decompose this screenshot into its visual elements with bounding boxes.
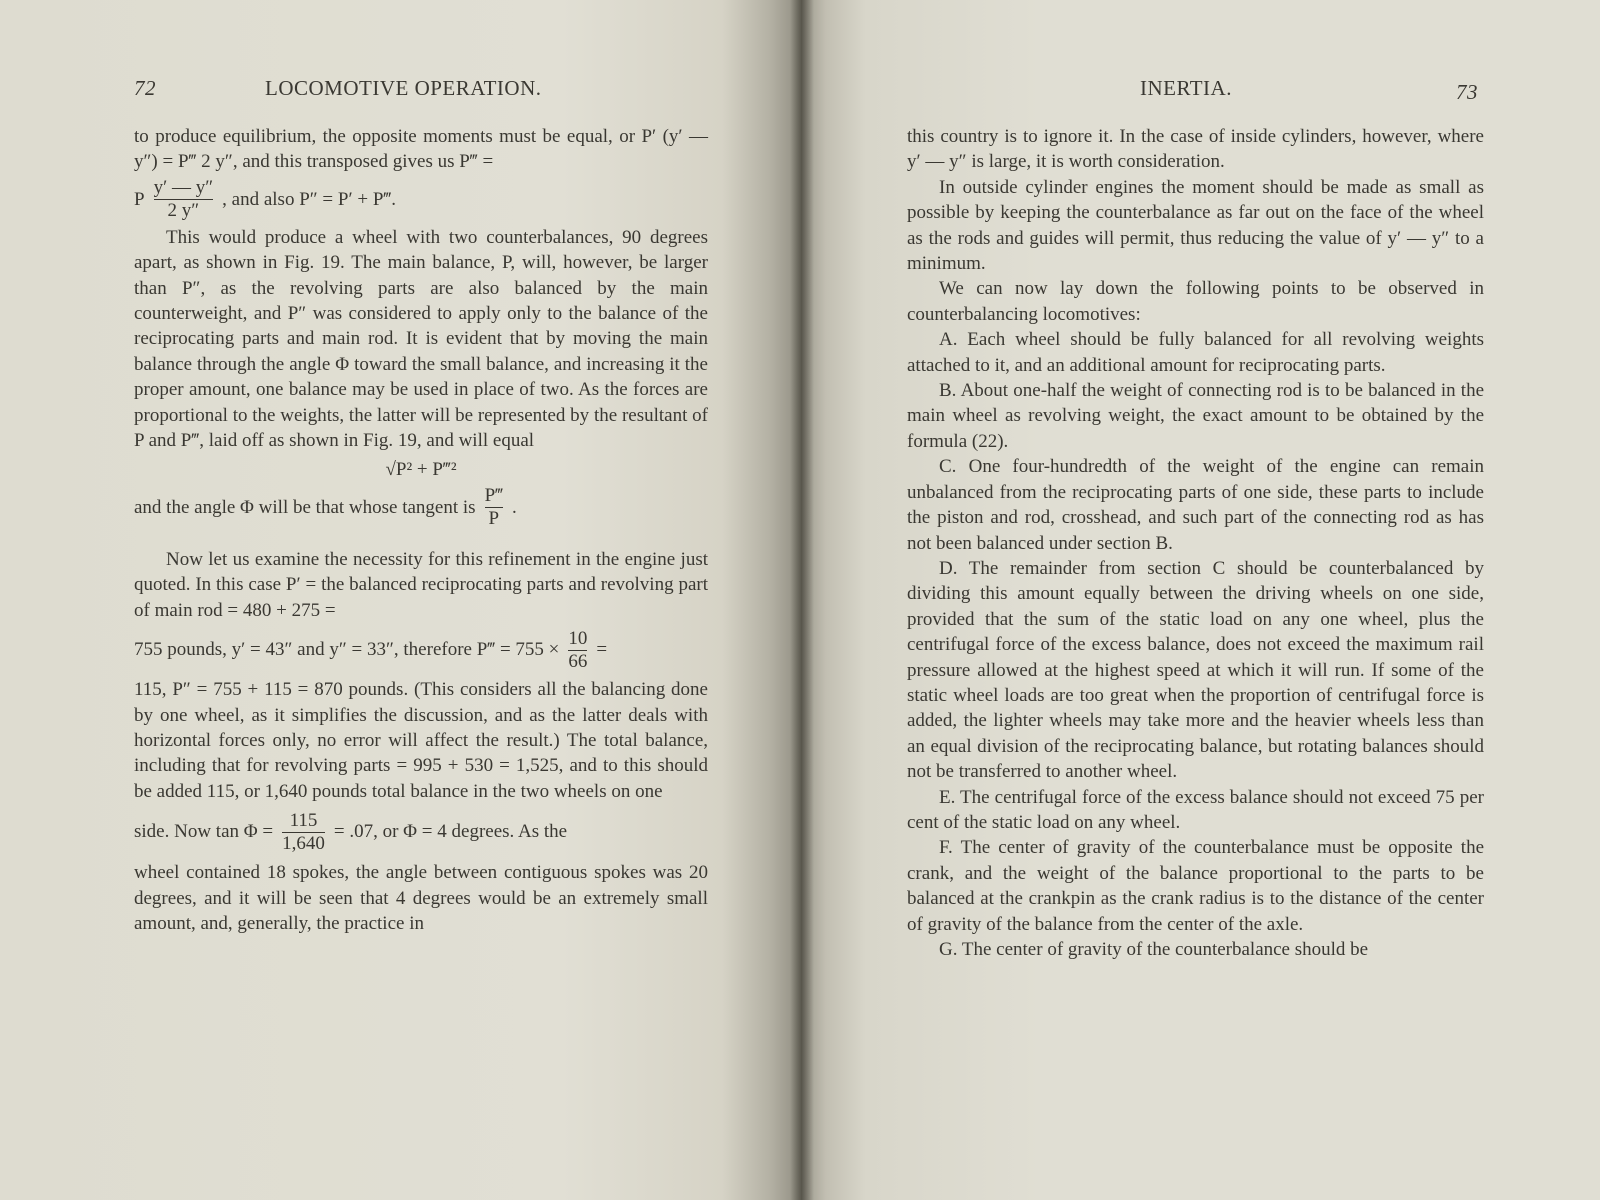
- book-gutter: [790, 0, 814, 1200]
- right-para-2: In outside cylinder engines the moment should be made as small as possible by keeping the counterbalance as far out on the face of the wheel as the rods and guides will permit, thus reducing the value of y′ — y″ to a minimum.: [907, 176, 1484, 275]
- left-running-head: LOCOMOTIVE OPERATION.: [265, 76, 542, 100]
- right-point-f: F. The center of gravity of the counterbalance must be opposite the crank, and the weight of the balance proportional to the parts to be balanced at the crankpin as the crank radius is to the distance of the center of gravity of the balance from the center of the axle.: [907, 837, 1484, 935]
- right-para-1: this country is to ignore it. In the case of inside cylinders, however, where y′ — y″ is large, it is worth consideration.: [907, 126, 1484, 173]
- right-running-head: INERTIA.: [1140, 76, 1232, 100]
- right-page-number: 73: [1456, 80, 1478, 104]
- right-page: [802, 0, 1600, 1200]
- left-equation-1: P $\frac{y' — y''}{2 y''}$ , and also P″ = P′ + P‴.: [134, 177, 397, 222]
- left-tangent-line: and the angle Φ will be that whose tangent is $\frac{P‴}{P}$ .: [134, 485, 517, 530]
- left-equation-3: 755 pounds, y′ = 43″ and y″ = 33″, therefore P‴ = 755 × $\frac{10}{66}$ =: [134, 627, 608, 672]
- right-point-a: A. Each wheel should be fully balanced for all revolving weights attached to it, and an additional amount for reciprocating parts.: [907, 329, 1484, 376]
- right-text-block: [907, 124, 1484, 962]
- left-para-5: 115, P″ = 755 + 115 = 870 pounds. (This considers all the balancing done by one wheel, as it simplifies the discussion, and as the latter deals with horizontal forces only, no error will affect the result.) The total balance, including that for revolving parts = 995 + 530 = 1,525, and to this should be added 115, or 1,640 pounds total balance in the two wheels on one: [134, 679, 708, 802]
- left-equation-4: side. Now tan Φ = $\frac{115}{1,640}$ = .07, or Φ = 4 degrees. As the: [134, 809, 568, 854]
- right-point-c: C. One four-hundredth of the weight of the engine can remain unbalanced from the reciprocating parts of one side, these parts to include the piston and rod, crosshead, and such part of the connecting rod as has not been balanced under section B.: [907, 456, 1484, 554]
- right-point-e: E. The centrifugal force of the excess balance should not exceed 75 per cent of the static load on any wheel.: [907, 786, 1484, 833]
- left-page-number: 72: [134, 76, 156, 100]
- left-equation-2: √P² + P‴²: [385, 459, 457, 481]
- left-para-2: This would produce a wheel with two counterbalances, 90 degrees apart, as shown in Fig. 19. The main balance, P, will, however, be larger than P″, as the revolving parts are also balanced by the main counterweight, and P″ was considered to apply only to the balance of the reciprocating parts and main rod. It is evident that by moving the main balance through the angle Φ toward the small balance, and increasing it the proper amount, one balance may be used in place of two. As the forces are proportional to the weights, the latter will be represented by the resultant of P and P‴, laid off as shown in Fig. 19, and will equal: [134, 226, 708, 452]
- right-point-d: D. The remainder from section C should be counterbalanced by dividing this amount equally between the driving wheels on one side, provided that the sum of the static load on any one wheel, plus the centrifugal force of the excess balance, does not exceed the maximum rail pressure allowed at the highest speed at which it will run. If some of the static wheel loads are too great when the proportion of centrifugal force is added, the lighter wheels may take more and the heavier wheels less than an equal division of the reciprocating balance, but rotating balances should not be transferred to another wheel.: [907, 557, 1484, 783]
- left-para-1: to produce equilibrium, the opposite moments must be equal, or P′ (y′ — y″) = P‴ 2 y″, and this transposed gives us P‴ =: [134, 126, 708, 173]
- right-point-g: G. The center of gravity of the counterbalance should be: [939, 939, 1369, 960]
- left-para-4: Now let us examine the necessity for this refinement in the engine just quoted. In this case P′ = the balanced reciprocating parts and revolving part of main rod = 480 + 275 =: [134, 548, 708, 621]
- right-para-3: We can now lay down the following points to be observed in counterbalancing locomotives:: [907, 278, 1484, 325]
- left-para-7: wheel contained 18 spokes, the angle between contiguous spokes was 20 degrees, and it will be seen that 4 degrees would be an extremely small amount, and, generally, the practice in: [134, 862, 708, 934]
- left-text-block: [134, 124, 708, 936]
- right-point-b: B. About one-half the weight of connecting rod is to be balanced in the main wheel as revolving weight, the exact amount to be obtained by the formula (22).: [907, 380, 1484, 452]
